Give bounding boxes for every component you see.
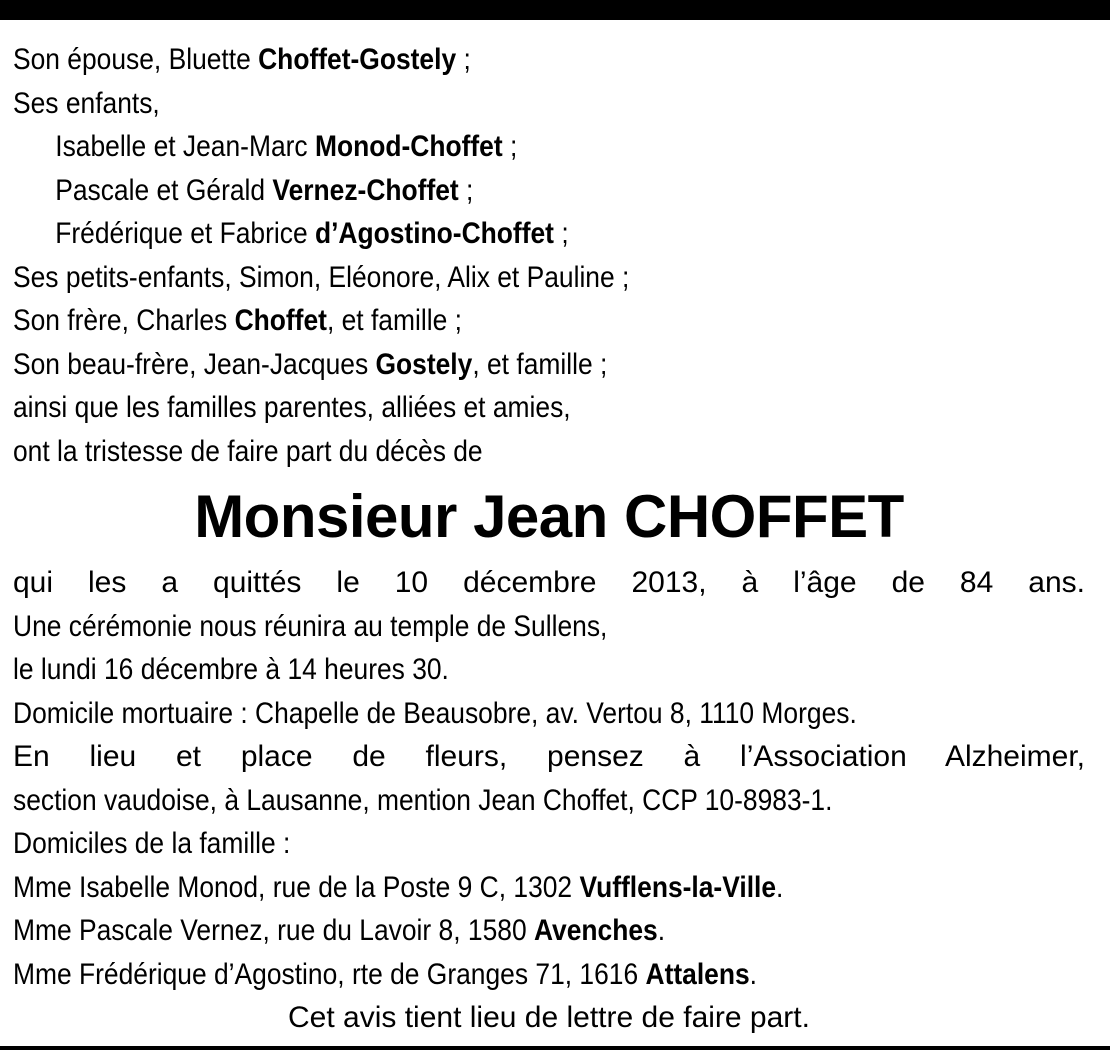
deceased-name: Monsieur Jean CHOFFET bbox=[194, 483, 904, 550]
grandchildren-line bbox=[13, 256, 956, 300]
child-2-surname: Vernez-Choffet bbox=[272, 173, 459, 207]
spouse-surname: Choffet-Gostely bbox=[258, 43, 457, 76]
donation-text-2: section vaudoise, à Lausanne, mention Jean Choffet, CCP 10-8983-1. bbox=[13, 783, 833, 817]
brother-suffix: , et famille ; bbox=[326, 304, 462, 337]
families-text: ainsi que les familles parentes, alliées et amies, bbox=[13, 391, 571, 424]
announcement-line bbox=[13, 430, 956, 474]
spouse-text: Son épouse, Bluette bbox=[13, 43, 259, 76]
address-2-town: Avenches bbox=[533, 914, 658, 947]
address-1-punct: . bbox=[776, 870, 784, 904]
address-line-3 bbox=[13, 953, 956, 997]
date-of-death-line bbox=[13, 561, 1085, 605]
ceremony-text: Une cérémonie nous réunira au temple de Sullens, bbox=[13, 609, 608, 643]
child-3-surname: d’Agostino-Choffet bbox=[314, 217, 554, 250]
child-line-3 bbox=[13, 212, 956, 256]
brother-line bbox=[13, 299, 956, 343]
top-border bbox=[0, 0, 1110, 20]
child-line-1 bbox=[13, 125, 956, 169]
donation-line-2 bbox=[13, 779, 956, 823]
ceremony-time-text: le lundi 16 décembre à 14 heures 30. bbox=[13, 653, 449, 686]
family-addresses-heading-text: Domiciles de la famille : bbox=[13, 827, 291, 860]
child-2-punct: ; bbox=[458, 173, 474, 207]
address-1-text: Mme Isabelle Monod, rue de la Poste 9 C, 1302 bbox=[13, 870, 580, 904]
notice-body bbox=[13, 38, 1085, 1040]
mortuary-line bbox=[13, 692, 956, 736]
brother-in-law-line bbox=[13, 343, 956, 387]
children-heading-text: Ses enfants, bbox=[13, 86, 160, 120]
children-heading bbox=[13, 82, 956, 126]
brother-in-law-suffix: , et famille ; bbox=[472, 347, 608, 381]
child-2-names: Pascale et Gérald bbox=[55, 173, 273, 207]
child-1-punct: ; bbox=[502, 130, 518, 163]
closing-line bbox=[13, 996, 1085, 1040]
spouse-line bbox=[13, 38, 956, 82]
brother-in-law-surname: Gostely bbox=[375, 347, 473, 381]
brother-surname: Choffet bbox=[234, 304, 327, 337]
child-1-names: Isabelle et Jean-Marc bbox=[55, 130, 315, 163]
closing-text: Cet avis tient lieu de lettre de faire part. bbox=[288, 1001, 810, 1034]
child-3-names: Frédérique et Fabrice bbox=[55, 217, 315, 250]
child-line-2 bbox=[13, 169, 956, 213]
brother-text: Son frère, Charles bbox=[13, 304, 235, 337]
date-of-death-text: qui les a quittés le 10 décembre 2013, à l’âge de 84 ans. bbox=[13, 566, 1085, 599]
mortuary-text: Domicile mortuaire : Chapelle de Beausobre, av. Vertou 8, 1110 Morges. bbox=[13, 696, 857, 730]
families-line bbox=[13, 386, 956, 430]
ceremony-line bbox=[13, 605, 956, 649]
child-3-punct: ; bbox=[553, 217, 569, 250]
address-3-town: Attalens bbox=[645, 957, 750, 991]
address-line-1 bbox=[13, 866, 956, 910]
family-addresses-heading bbox=[13, 822, 956, 866]
address-3-text: Mme Frédérique d’Agostino, rte de Granges 71, 1616 bbox=[13, 957, 646, 991]
brother-in-law-text: Son beau-frère, Jean-Jacques bbox=[13, 347, 376, 381]
announcement-text: ont la tristesse de faire part du décès de bbox=[13, 434, 483, 468]
spouse-punct: ; bbox=[456, 43, 471, 76]
donation-line-1 bbox=[13, 735, 1085, 779]
donation-text-1: En lieu et place de fleurs, pensez à l’Association Alzheimer, bbox=[13, 740, 1085, 773]
address-2-text: Mme Pascale Vernez, rue du Lavoir 8, 1580 bbox=[13, 914, 534, 947]
address-2-punct: . bbox=[657, 914, 666, 947]
address-line-2 bbox=[13, 909, 956, 953]
grandchildren-text: Ses petits-enfants, Simon, Eléonore, Alix et Pauline ; bbox=[13, 260, 630, 294]
ceremony-time-line bbox=[13, 648, 956, 692]
bottom-border bbox=[0, 1046, 1110, 1050]
address-1-town: Vufflens-la-Ville bbox=[579, 870, 777, 904]
child-1-surname: Monod-Choffet bbox=[314, 130, 503, 163]
address-3-punct: . bbox=[749, 957, 757, 991]
